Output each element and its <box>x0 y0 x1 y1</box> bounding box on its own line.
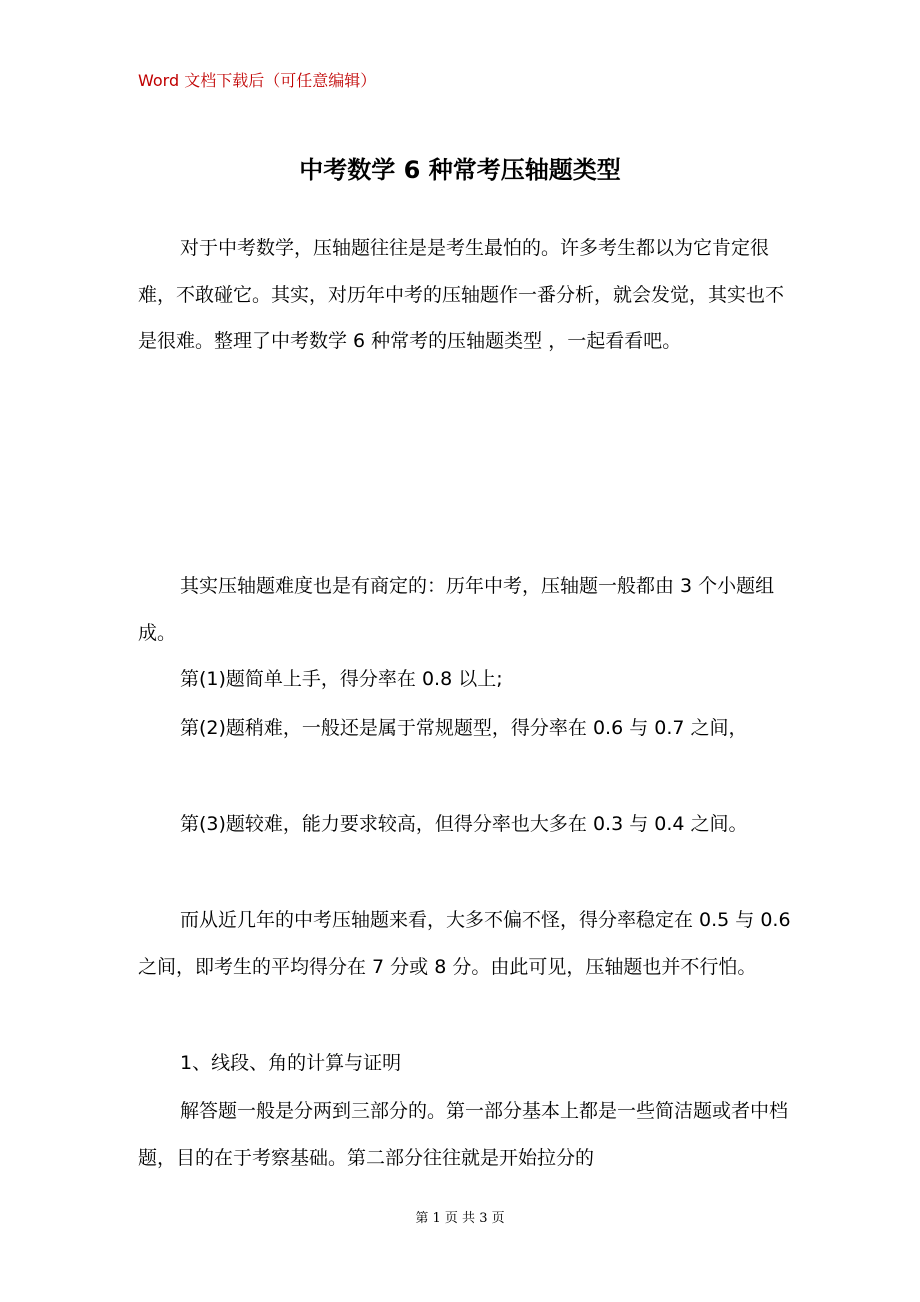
paragraph-section-1: 解答题一般是分两到三部分的。第一部分基本上都是一些简洁题或者中档题，目的在于考察基础。第二部分往往就是开始拉分的 <box>138 1100 789 1169</box>
download-note: Word 文档下载后（可任意编辑） <box>138 71 377 90</box>
paragraph-intro: 对于中考数学，压轴题往往是是考生最怕的。许多考生都以为它肯定很难，不敢碰它。其实，对历年中考的压轴题作一番分析，就会发觉，其实也不是很难。整理了中考数学 6 种常考的压轴题类型 ，一起看看吧。 <box>138 237 785 352</box>
section-heading-1: 1、线段、角的计算与证明 <box>180 1052 402 1074</box>
paragraph-part3: 第(3)题较难，能力要求较高，但得分率也大多在 0.3 与 0.4 之间。 <box>180 813 748 835</box>
paragraph-difficulty: 其实压轴题难度也是有商定的：历年中考，压轴题一般都由 3 个小题组成。 <box>138 575 775 644</box>
paragraph-part2: 第(2)题稍难，一般还是属于常规题型，得分率在 0.6 与 0.7 之间， <box>180 717 748 739</box>
page-footer: 第 1 页 共 3 页 <box>415 1211 505 1226</box>
paragraph-recent-years: 而从近几年的中考压轴题来看，大多不偏不怪，得分率稳定在 0.5 与 0.6 之间，即考生的平均得分在 7 分或 8 分。由此可见，压轴题也并不行怕。 <box>138 909 791 978</box>
document-title: 中考数学 6 种常考压轴题类型 <box>299 156 621 184</box>
paragraph-part1: 第(1)题简单上手，得分率在 0.8 以上; <box>180 668 503 690</box>
